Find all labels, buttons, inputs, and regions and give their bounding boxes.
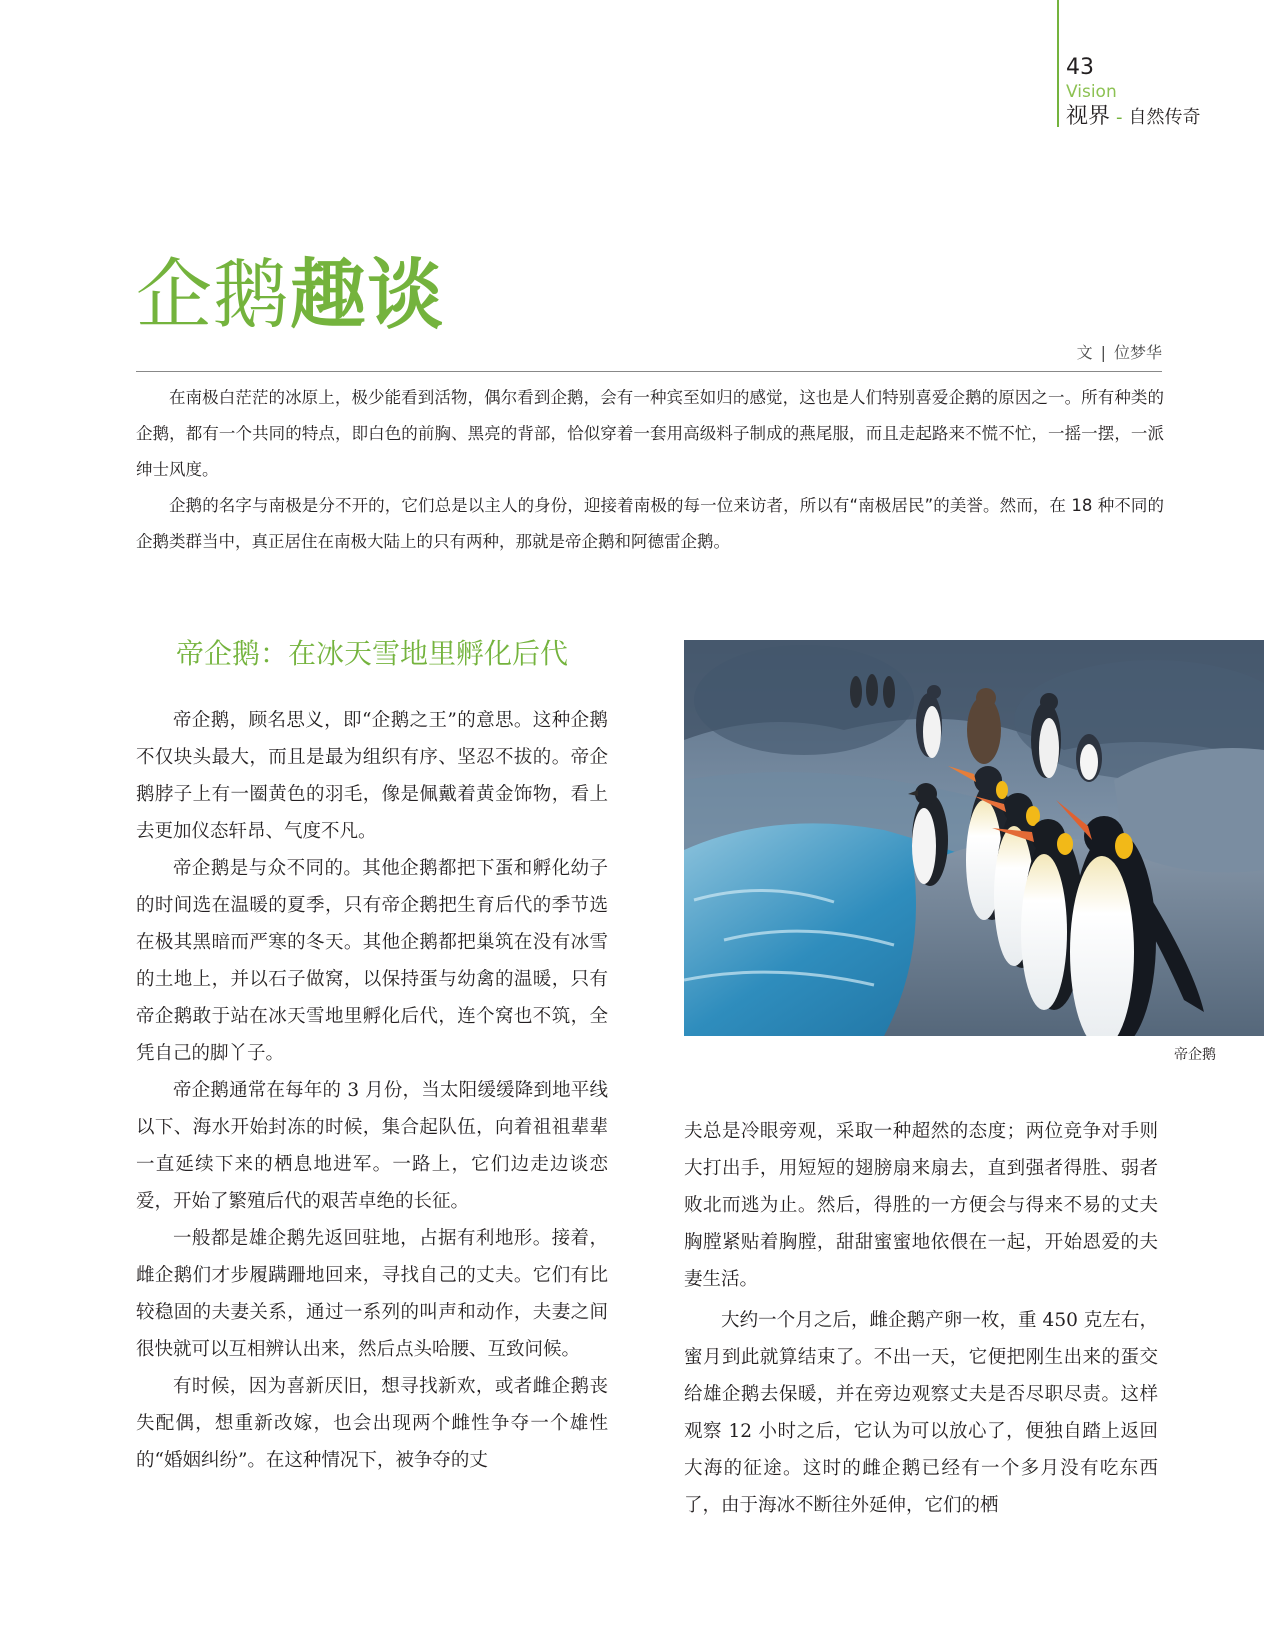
body-paragraph: 有时候，因为喜新厌旧，想寻找新欢，或者雌企鹅丧失配偶，想重新改嫁，也会出现两个雌性争夺一个雄性的“婚姻纠纷”。在这种情况下，被争夺的丈 [136, 1376, 608, 1471]
body-paragraph: 帝企鹅，顾名思义，即“企鹅之王”的意思。这种企鹅不仅块头最大，而且是最为组织有序、坚忍不拔的。帝企鹅脖子上有一圈黄色的羽毛，像是佩戴着黄金饰物，看上去更加仪态轩昂、气度不凡。 [136, 710, 608, 842]
subsection-name: 自然传奇 [1128, 107, 1201, 128]
penguin-photo [684, 640, 1264, 1036]
body-paragraph: 帝企鹅是与众不同的。其他企鹅都把下蛋和孵化幼子的时间选在温暖的夏季，只有帝企鹅把生育后代的季节选在极其黑暗而严寒的冬天。其他企鹅都把巢筑在没有冰雪的土地上，并以石子做窝，以保持蛋与幼禽的温暖，只有帝企鹅敢于站在冰天雪地里孵化后代，连个窝也不筑，全凭自己的脚丫子。 [136, 858, 608, 1064]
intro-text [136, 380, 1164, 560]
intro-paragraph: 在南极白茫茫的冰原上，极少能看到活物，偶尔看到企鹅，会有一种宾至如归的感觉，这也是人们特别喜爱企鹅的原因之一。所有种类的企鹅，都有一个共同的特点，即白色的前胸、黑亮的背部，恰似穿着一套用高级料子制成的燕尾服，而且走起路来不慌不忙，一摇一摆，一派绅士风度。 [136, 388, 1164, 479]
intro-paragraph: 企鹅的名字与南极是分不开的，它们总是以主人的身份，迎接着南极的每一位来访者，所以有“南极居民”的美誉。然而，在 18 种不同的企鹅类群当中，真正居住在南极大陆上的只有两种，那就是帝企鹅和阿德雷企鹅。 [136, 496, 1164, 551]
body-paragraph: 一般都是雄企鹅先返回驻地，占据有利地形。接着，雌企鹅们才步履蹒跚地回来，寻找自己的丈夫。它们有比较稳固的夫妻关系，通过一系列的叫声和动作，夫妻之间很快就可以互相辨认出来，然后点头哈腰、互致问候。 [136, 1228, 608, 1360]
byline [1077, 340, 1162, 363]
right-column [684, 1113, 1158, 1524]
left-column [136, 702, 608, 1479]
vision-label: Vision [1066, 82, 1117, 102]
page-number: 43 [1066, 55, 1094, 80]
body-paragraph: 大约一个月之后，雌企鹅产卵一枚，重 450 克左右，蜜月到此就算结束了。不出一天，它便把刚生出来的蛋交给雄企鹅去保暖，并在旁边观察丈夫是否尽职尽责。这样观察 12 小时之后，它认为可以放心了，便独自踏上返回大海的征途。这时的雌企鹅已经有一个多月没有吃东西了，由于海冰不断往外延伸，它们的栖 [684, 1310, 1158, 1516]
byline-prefix: 文 [1076, 343, 1093, 362]
header-rule [1057, 0, 1059, 127]
section-dash: - [1116, 107, 1123, 128]
article-title [136, 250, 444, 340]
body-paragraph: 帝企鹅通常在每年的 3 月份，当太阳缓缓降到地平线以下、海水开始封冻的时候，集合起队伍，向着祖祖辈辈一直延续下来的栖息地进军。一路上，它们边走边谈恋爱，开始了繁殖后代的艰苦卓绝的长征。 [136, 1080, 608, 1212]
body-paragraph: 夫总是冷眼旁观，采取一种超然的态度；两位竞争对手则大打出手，用短短的翅膀扇来扇去，直到强者得胜、弱者败北而逃为止。然后，得胜的一方便会与得来不易的丈夫胸膛紧贴着胸膛，甜甜蜜蜜地依偎在一起，开始恩爱的夫妻生活。 [684, 1121, 1158, 1290]
title-bold: 趣谈 [290, 250, 444, 339]
section-title: 帝企鹅：在冰天雪地里孵化后代 [176, 637, 569, 670]
section-name: 视界 [1066, 104, 1111, 129]
photo-caption: 帝企鹅 [1174, 1047, 1216, 1063]
section-header [1066, 104, 1201, 131]
author-name: 位梦华 [1113, 343, 1162, 362]
title-light: 企鹅 [136, 250, 290, 339]
intro-divider [136, 371, 1162, 372]
byline-separator: | [1100, 343, 1106, 362]
